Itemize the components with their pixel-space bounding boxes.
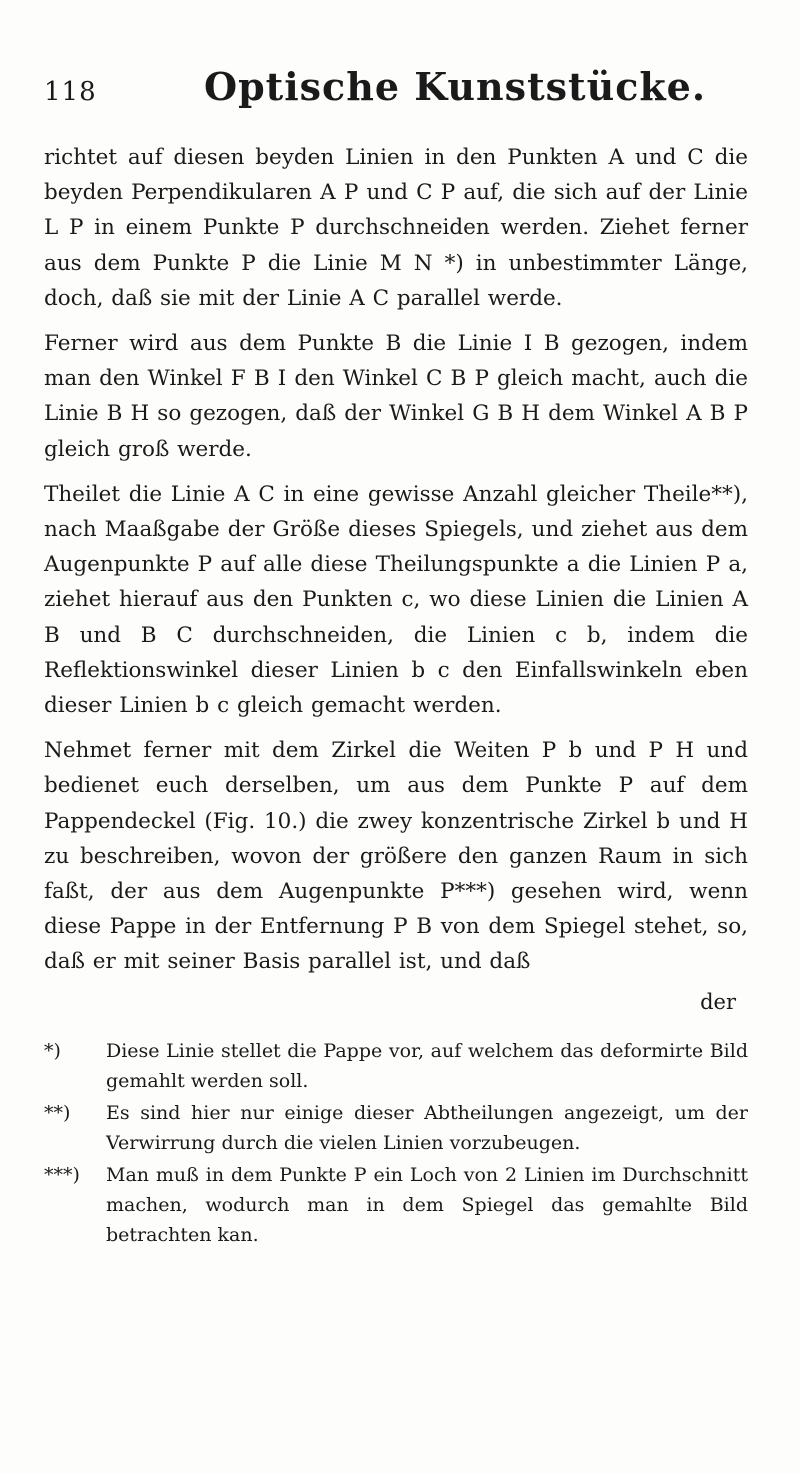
page-header	[44, 64, 748, 134]
footnote-text: Es sind hier nur einige dieser Abtheilungen angezeigt, um der Verwirrung durch die vielen Linien vorzubeugen.	[106, 1101, 748, 1154]
page-number: 118	[44, 77, 97, 107]
footnote-text: Diese Linie stellet die Pappe vor, auf welchem das deformirte Bild gemahlt werden soll.	[106, 1039, 748, 1092]
footnote-3	[44, 1160, 748, 1250]
paragraph-3: Theilet die Linie A C in eine gewisse Anzahl gleicher Theile**), nach Maaßgabe der Größe dieses Spiegels, und ziehet aus dem Augenpunkte P auf alle diese Theilungspunkte a die Linien P a, ziehet hierauf aus den Punkten c, wo diese Linien die Linien A B und B C durchschneiden, die Linien c b, indem die Reflektionswinkel dieser Linien b c den Einfallswinkeln eben dieser Linien b c gleich gemacht werden.	[44, 481, 748, 719]
footnote-2	[44, 1098, 748, 1158]
footnotes	[44, 1036, 748, 1250]
paragraph-2: Ferner wird aus dem Punkte B die Linie I B gezogen, indem man den Winkel F B I den Winkel C B P gleich macht, auch die Linie B H so gezogen, daß der Winkel G B H dem Winkel A B P gleich groß werde.	[44, 331, 748, 462]
paragraph-4: Nehmet ferner mit dem Zirkel die Weiten P b und P H und bedienet euch derselben, um aus dem Punkte P auf dem Pappendeckel (Fig. 10.) die zwey konzentrische Zirkel b und H zu beschreiben, wovon der größere den ganzen Raum in sich faßt, der aus dem Augenpunkte P***) gesehen wird, wenn diese Pappe in der Entfernung P B von dem Spiegel stehet, so, daß er mit seiner Basis parallel ist, und daß	[44, 738, 748, 975]
paragraph-1: richtet auf diesen beyden Linien in den Punkten A und C die beyden Perpendikularen A P und C P auf, die sich auf der Linie L P in einem Punkte P durchschneiden werden. Ziehet ferner aus dem Punkte P die Linie M N *) in unbestimmter Länge, doch, daß sie mit der Linie A C parallel werde.	[44, 145, 748, 311]
footnote-marker: *)	[44, 1039, 61, 1062]
running-title: Optische Kunststücke.	[204, 64, 707, 109]
main-text	[44, 140, 748, 1014]
catchword: der	[700, 989, 736, 1014]
footnote-text: Man muß in dem Punkte P ein Loch von 2 Linien im Durchschnitt machen, wodurch man in dem Spiegel das gemahlte Bild betrachten kan.	[106, 1163, 748, 1246]
footnote-1	[44, 1036, 748, 1096]
footnote-marker: **)	[44, 1101, 71, 1124]
footnote-marker: ***)	[44, 1163, 80, 1186]
